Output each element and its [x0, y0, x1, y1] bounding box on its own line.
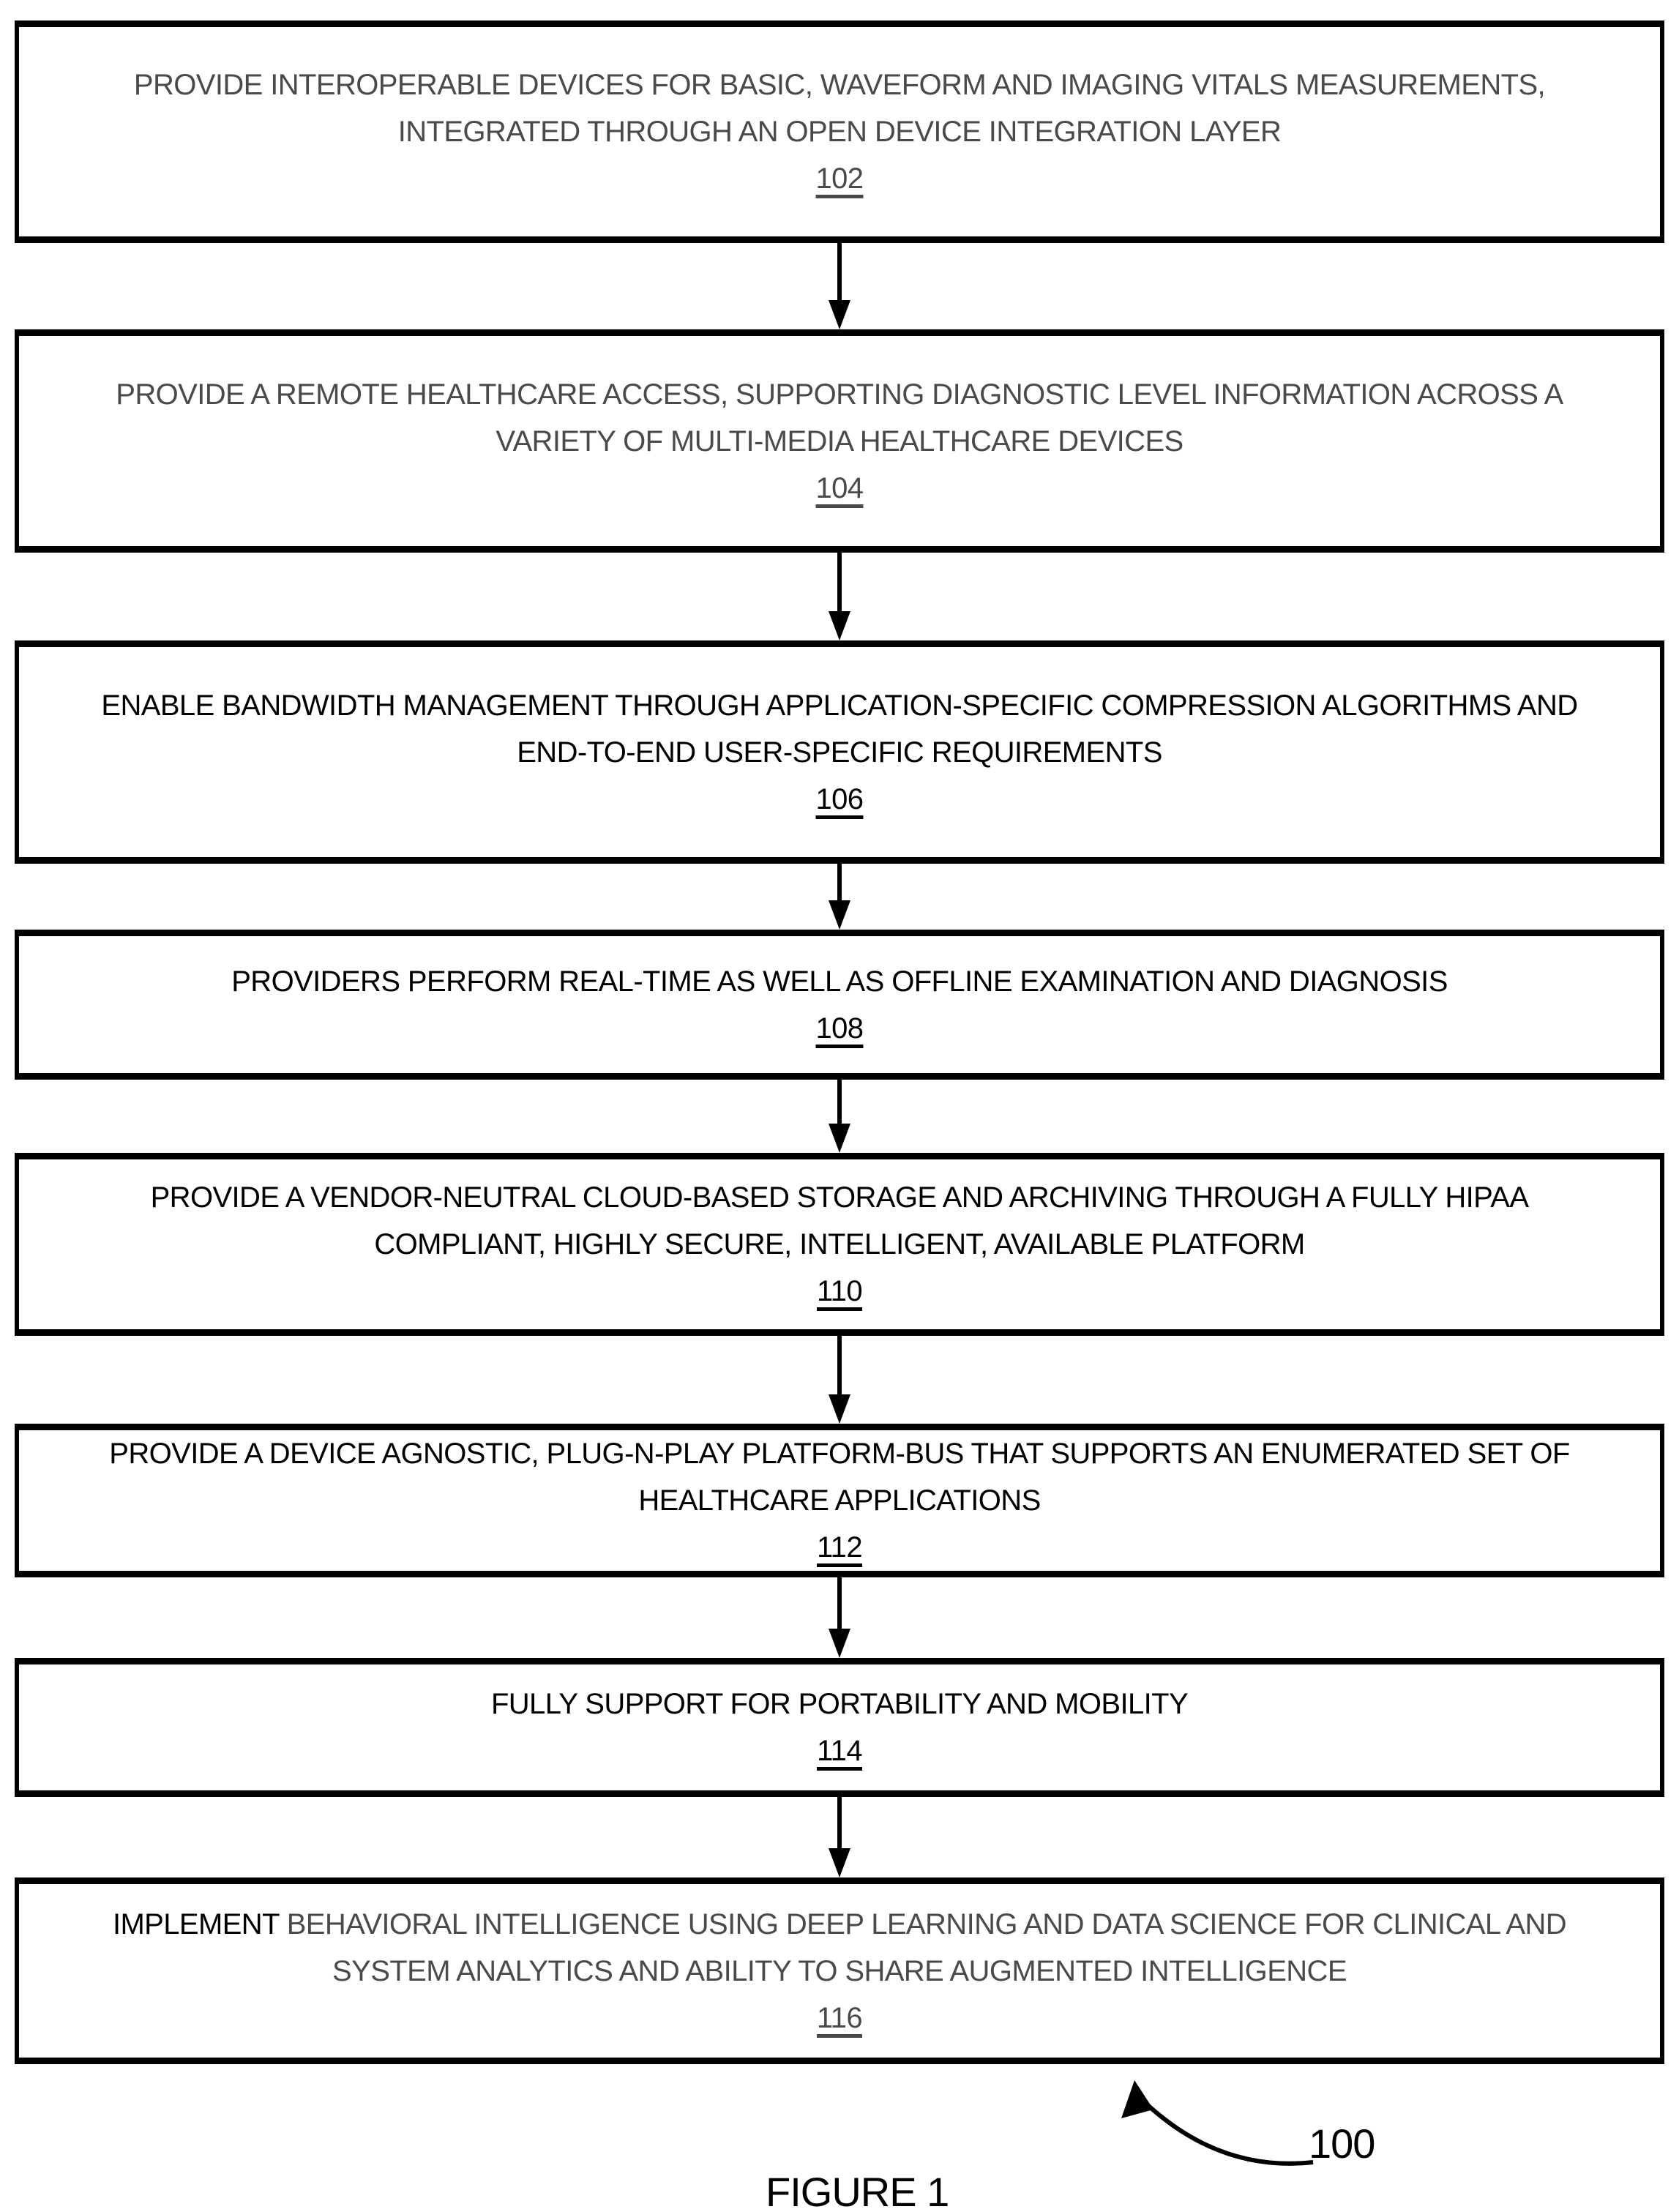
- step-102-text: [19, 61, 1660, 202]
- reference-arrowhead: [1121, 2080, 1153, 2118]
- step-ref-number: 110: [817, 1275, 862, 1307]
- step-text-line: [38, 1901, 1641, 1948]
- flow-step-box-108: [15, 930, 1664, 1080]
- step-ref-number: 102: [815, 162, 864, 195]
- step-text-rest: BEHAVIORAL INTELLIGENCE USING DEEP LEARNING AND DATA SCIENCE FOR CLINICAL AND: [286, 1908, 1567, 1940]
- figure-reference-arrow: [1098, 2077, 1325, 2180]
- flow-step-box-102: [15, 20, 1664, 243]
- step-ref-number: 106: [815, 782, 864, 815]
- down-arrow-connector: [814, 1577, 865, 1658]
- step-ref-number: 116: [817, 2001, 862, 2034]
- flow-step-box-106: [15, 640, 1664, 864]
- step-text-line: HEALTHCARE APPLICATIONS: [638, 1484, 1041, 1517]
- step-ref-number: 114: [817, 1735, 862, 1767]
- step-text-line: SYSTEM ANALYTICS AND ABILITY TO SHARE AUGMENTED INTELLIGENCE: [332, 1954, 1347, 1987]
- step-114-text: [19, 1681, 1660, 1774]
- down-arrow-connector: [814, 1797, 865, 1877]
- step-106-text: [19, 682, 1660, 823]
- flow-step-box-116: [15, 1877, 1664, 2064]
- figure-caption: FIGURE 1: [766, 2169, 949, 2212]
- down-arrow-connector: [814, 864, 865, 930]
- step-text-line: PROVIDERS PERFORM REAL-TIME AS WELL AS OFFLINE EXAMINATION AND DIAGNOSIS: [231, 965, 1448, 998]
- down-arrow-connector: [814, 1336, 865, 1424]
- step-text-line: END-TO-END USER-SPECIFIC REQUIREMENTS: [517, 736, 1162, 769]
- flow-step-box-112: [15, 1424, 1664, 1577]
- step-108-text: [19, 958, 1660, 1052]
- step-ref-number: 108: [815, 1012, 864, 1045]
- step-112-text: [19, 1430, 1660, 1571]
- step-text-line: FULLY SUPPORT FOR PORTABILITY AND MOBILITY: [490, 1688, 1189, 1720]
- step-text-line: PROVIDE A REMOTE HEALTHCARE ACCESS, SUPPORTING DIAGNOSTIC LEVEL INFORMATION ACROSS A: [116, 378, 1563, 411]
- step-110-text: [19, 1174, 1660, 1315]
- step-text-line: COMPLIANT, HIGHLY SECURE, INTELLIGENT, AVAILABLE PLATFORM: [374, 1228, 1305, 1260]
- reference-arrow-curve: [1146, 2104, 1313, 2164]
- step-lead-word: IMPLEMENT: [112, 1908, 280, 1940]
- down-arrow-connector: [814, 243, 865, 329]
- figure-reference-number: 100: [1309, 2121, 1375, 2167]
- flow-step-box-104: [15, 329, 1664, 553]
- step-116-text: [19, 1901, 1660, 2041]
- step-text-line: PROVIDE INTEROPERABLE DEVICES FOR BASIC, WAVEFORM AND IMAGING VITALS MEASUREMENTS,: [133, 69, 1546, 101]
- step-104-text: [19, 371, 1660, 512]
- step-text-line: PROVIDE A VENDOR-NEUTRAL CLOUD-BASED STORAGE AND ARCHIVING THROUGH A FULLY HIPAA: [150, 1181, 1529, 1214]
- flow-step-box-114: [15, 1658, 1664, 1797]
- down-arrow-connector: [814, 1080, 865, 1153]
- step-text-line: PROVIDE A DEVICE AGNOSTIC, PLUG-N-PLAY PLATFORM-BUS THAT SUPPORTS AN ENUMERATED SET OF: [109, 1438, 1570, 1470]
- step-ref-number: 104: [815, 471, 864, 504]
- step-text-line: INTEGRATED THROUGH AN OPEN DEVICE INTEGRATION LAYER: [397, 116, 1282, 148]
- step-text-line: ENABLE BANDWIDTH MANAGEMENT THROUGH APPLICATION-SPECIFIC COMPRESSION ALGORITHMS AND: [101, 689, 1578, 722]
- step-text-line: VARIETY OF MULTI-MEDIA HEALTHCARE DEVICES: [496, 425, 1183, 457]
- down-arrow-connector: [814, 553, 865, 640]
- flow-step-box-110: [15, 1153, 1664, 1336]
- step-ref-number: 112: [817, 1531, 862, 1563]
